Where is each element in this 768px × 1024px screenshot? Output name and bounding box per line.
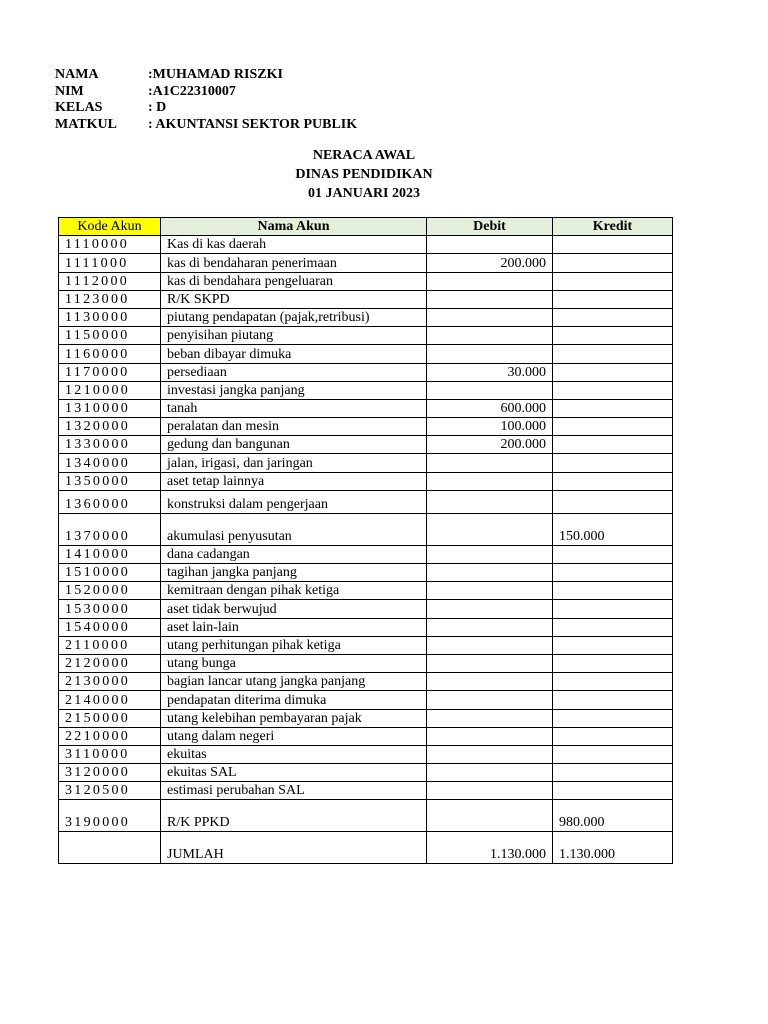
kredit-cell	[553, 363, 673, 381]
kode-cell: 1123000	[59, 290, 161, 308]
nama-cell: tanah	[161, 399, 427, 417]
title-line-3: 01 JANUARI 2023	[308, 186, 420, 201]
table-row	[59, 327, 673, 345]
table-row	[59, 832, 673, 864]
kredit-cell	[553, 782, 673, 800]
table-row	[59, 418, 673, 436]
debit-cell: 30.000	[427, 363, 553, 381]
info-label: KELAS	[55, 100, 103, 115]
table-row	[59, 764, 673, 782]
kredit-cell	[553, 600, 673, 618]
nama-cell: aset tetap lainnya	[161, 472, 427, 490]
debit-cell: 1.130.000	[427, 832, 553, 864]
kode-cell: 1520000	[59, 582, 161, 600]
kredit-cell	[553, 272, 673, 290]
table-row	[59, 654, 673, 672]
kredit-cell: 1.130.000	[553, 832, 673, 864]
table-row	[59, 454, 673, 472]
debit-cell	[427, 618, 553, 636]
debit-cell	[427, 454, 553, 472]
kode-cell: 1160000	[59, 345, 161, 363]
debit-cell: 200.000	[427, 254, 553, 272]
column-header-nama: Nama Akun	[161, 218, 427, 236]
table-row	[59, 727, 673, 745]
table-row	[59, 254, 673, 272]
kode-cell: 2120000	[59, 654, 161, 672]
info-row	[55, 117, 357, 134]
kredit-cell	[553, 454, 673, 472]
kode-cell: 1530000	[59, 600, 161, 618]
info-value: : AKUNTANSI SEKTOR PUBLIK	[148, 116, 358, 132]
nama-cell: tagihan jangka panjang	[161, 564, 427, 582]
kredit-cell	[553, 582, 673, 600]
student-info	[55, 67, 357, 133]
debit-cell	[427, 381, 553, 399]
kredit-cell	[553, 472, 673, 490]
kode-cell: 2140000	[59, 691, 161, 709]
kode-cell: 1320000	[59, 418, 161, 436]
kredit-cell	[553, 673, 673, 691]
kredit-cell	[553, 290, 673, 308]
nama-cell: R/K SKPD	[161, 290, 427, 308]
table-row	[59, 308, 673, 326]
info-label: NAMA	[55, 67, 99, 82]
nama-cell: utang perhitungan pihak ketiga	[161, 636, 427, 654]
debit-cell	[427, 345, 553, 363]
table-row	[59, 490, 673, 513]
debit-cell	[427, 691, 553, 709]
table-row	[59, 381, 673, 399]
kode-cell: 3110000	[59, 745, 161, 763]
debit-cell	[427, 600, 553, 618]
kode-cell: 1510000	[59, 564, 161, 582]
debit-cell	[427, 327, 553, 345]
kode-cell: 1340000	[59, 454, 161, 472]
table-row	[59, 636, 673, 654]
nama-cell: jalan, irigasi, dan jaringan	[161, 454, 427, 472]
nama-cell: utang bunga	[161, 654, 427, 672]
kredit-cell	[553, 236, 673, 254]
table-row	[59, 345, 673, 363]
debit-cell	[427, 782, 553, 800]
nama-cell: ekuitas SAL	[161, 764, 427, 782]
kode-cell: 2210000	[59, 727, 161, 745]
debit-cell	[427, 272, 553, 290]
kredit-cell	[553, 764, 673, 782]
kode-cell: 1410000	[59, 545, 161, 563]
debit-cell	[427, 636, 553, 654]
table-row	[59, 800, 673, 832]
debit-cell	[427, 709, 553, 727]
nama-cell: konstruksi dalam pengerjaan	[161, 490, 427, 513]
kode-cell: 1150000	[59, 327, 161, 345]
debit-cell	[427, 727, 553, 745]
kode-cell: 1112000	[59, 272, 161, 290]
kode-cell: 1111000	[59, 254, 161, 272]
table-row	[59, 513, 673, 545]
kredit-cell	[553, 327, 673, 345]
debit-cell	[427, 513, 553, 545]
kode-cell: 1210000	[59, 381, 161, 399]
debit-cell	[427, 545, 553, 563]
nama-cell: akumulasi penyusutan	[161, 513, 427, 545]
nama-cell: bagian lancar utang jangka panjang	[161, 673, 427, 691]
table-row	[59, 399, 673, 417]
debit-cell: 100.000	[427, 418, 553, 436]
info-row	[55, 84, 357, 101]
table-row	[59, 709, 673, 727]
nama-cell: R/K PPKD	[161, 800, 427, 832]
kredit-cell	[553, 618, 673, 636]
debit-cell	[427, 490, 553, 513]
info-row	[55, 100, 357, 117]
nama-cell: investasi jangka panjang	[161, 381, 427, 399]
nama-cell: persediaan	[161, 363, 427, 381]
table-row	[59, 782, 673, 800]
debit-cell: 600.000	[427, 399, 553, 417]
kode-cell: 1370000	[59, 513, 161, 545]
kredit-cell	[553, 636, 673, 654]
table-row	[59, 564, 673, 582]
info-row	[55, 67, 357, 84]
nama-cell: kas di bendaharan penerimaan	[161, 254, 427, 272]
nama-cell: dana cadangan	[161, 545, 427, 563]
nama-cell: kemitraan dengan pihak ketiga	[161, 582, 427, 600]
kode-cell: 2130000	[59, 673, 161, 691]
table-row	[59, 272, 673, 290]
debit-cell	[427, 236, 553, 254]
kredit-cell	[553, 345, 673, 363]
report-title	[0, 146, 728, 203]
debit-cell	[427, 764, 553, 782]
nama-cell: pendapatan diterima dimuka	[161, 691, 427, 709]
nama-cell: piutang pendapatan (pajak,retribusi)	[161, 308, 427, 326]
kredit-cell	[553, 308, 673, 326]
kredit-cell: 980.000	[553, 800, 673, 832]
title-line-1: NERACA AWAL	[312, 148, 416, 163]
kredit-cell: 150.000	[553, 513, 673, 545]
nama-cell: gedung dan bangunan	[161, 436, 427, 454]
kredit-cell	[553, 254, 673, 272]
kredit-cell	[553, 399, 673, 417]
column-header-kode: Kode Akun	[59, 218, 161, 236]
debit-cell	[427, 745, 553, 763]
table-row	[59, 582, 673, 600]
kredit-cell	[553, 654, 673, 672]
nama-cell: penyisihan piutang	[161, 327, 427, 345]
debit-cell	[427, 673, 553, 691]
info-label: NIM	[55, 83, 84, 99]
kode-cell: 1330000	[59, 436, 161, 454]
kredit-cell	[553, 691, 673, 709]
nama-cell: aset tidak berwujud	[161, 600, 427, 618]
kredit-cell	[553, 418, 673, 436]
kode-cell: 3190000	[59, 800, 161, 832]
column-header-kredit: Kredit	[553, 218, 673, 236]
nama-cell: beban dibayar dimuka	[161, 345, 427, 363]
kode-cell: 1170000	[59, 363, 161, 381]
kredit-cell	[553, 436, 673, 454]
kode-cell: 1310000	[59, 399, 161, 417]
kredit-cell	[553, 564, 673, 582]
debit-cell: 200.000	[427, 436, 553, 454]
table-row	[59, 363, 673, 381]
debit-cell	[427, 800, 553, 832]
table-row	[59, 290, 673, 308]
debit-cell	[427, 654, 553, 672]
table-row	[59, 618, 673, 636]
kredit-cell	[553, 745, 673, 763]
table-row	[59, 545, 673, 563]
nama-cell: kas di bendahara pengeluaran	[161, 272, 427, 290]
kode-cell: 1110000	[59, 236, 161, 254]
table-row	[59, 745, 673, 763]
table-row	[59, 236, 673, 254]
info-value: :MUHAMAD RISZKI	[148, 67, 283, 82]
debit-cell	[427, 472, 553, 490]
table-row	[59, 472, 673, 490]
nama-cell: Kas di kas daerah	[161, 236, 427, 254]
table-row	[59, 600, 673, 618]
debit-cell	[427, 582, 553, 600]
kode-cell: 1130000	[59, 308, 161, 326]
nama-cell: utang kelebihan pembayaran pajak	[161, 709, 427, 727]
kredit-cell	[553, 545, 673, 563]
nama-cell: estimasi perubahan SAL	[161, 782, 427, 800]
debit-cell	[427, 564, 553, 582]
info-value: :A1C22310007	[148, 83, 236, 99]
kode-cell: 1360000	[59, 490, 161, 513]
kredit-cell	[553, 490, 673, 513]
column-header-debit: Debit	[427, 218, 553, 236]
title-line-2: DINAS PENDIDIKAN	[295, 167, 433, 182]
info-label: MATKUL	[55, 116, 117, 132]
kode-cell: 3120000	[59, 764, 161, 782]
kredit-cell	[553, 709, 673, 727]
debit-cell	[427, 290, 553, 308]
nama-cell: peralatan dan mesin	[161, 418, 427, 436]
kode-cell: 2110000	[59, 636, 161, 654]
info-value: : D	[148, 100, 167, 115]
debit-cell	[427, 308, 553, 326]
table-row	[59, 673, 673, 691]
kode-cell: 2150000	[59, 709, 161, 727]
nama-cell: JUMLAH	[161, 832, 427, 864]
table-row	[59, 691, 673, 709]
kredit-cell	[553, 727, 673, 745]
kredit-cell	[553, 381, 673, 399]
table-header-row	[59, 218, 673, 236]
nama-cell: aset lain-lain	[161, 618, 427, 636]
kode-cell: 3120500	[59, 782, 161, 800]
balance-sheet-table	[58, 217, 673, 864]
nama-cell: ekuitas	[161, 745, 427, 763]
kode-cell	[59, 832, 161, 864]
kode-cell: 1540000	[59, 618, 161, 636]
nama-cell: utang dalam negeri	[161, 727, 427, 745]
kode-cell: 1350000	[59, 472, 161, 490]
table-row	[59, 436, 673, 454]
